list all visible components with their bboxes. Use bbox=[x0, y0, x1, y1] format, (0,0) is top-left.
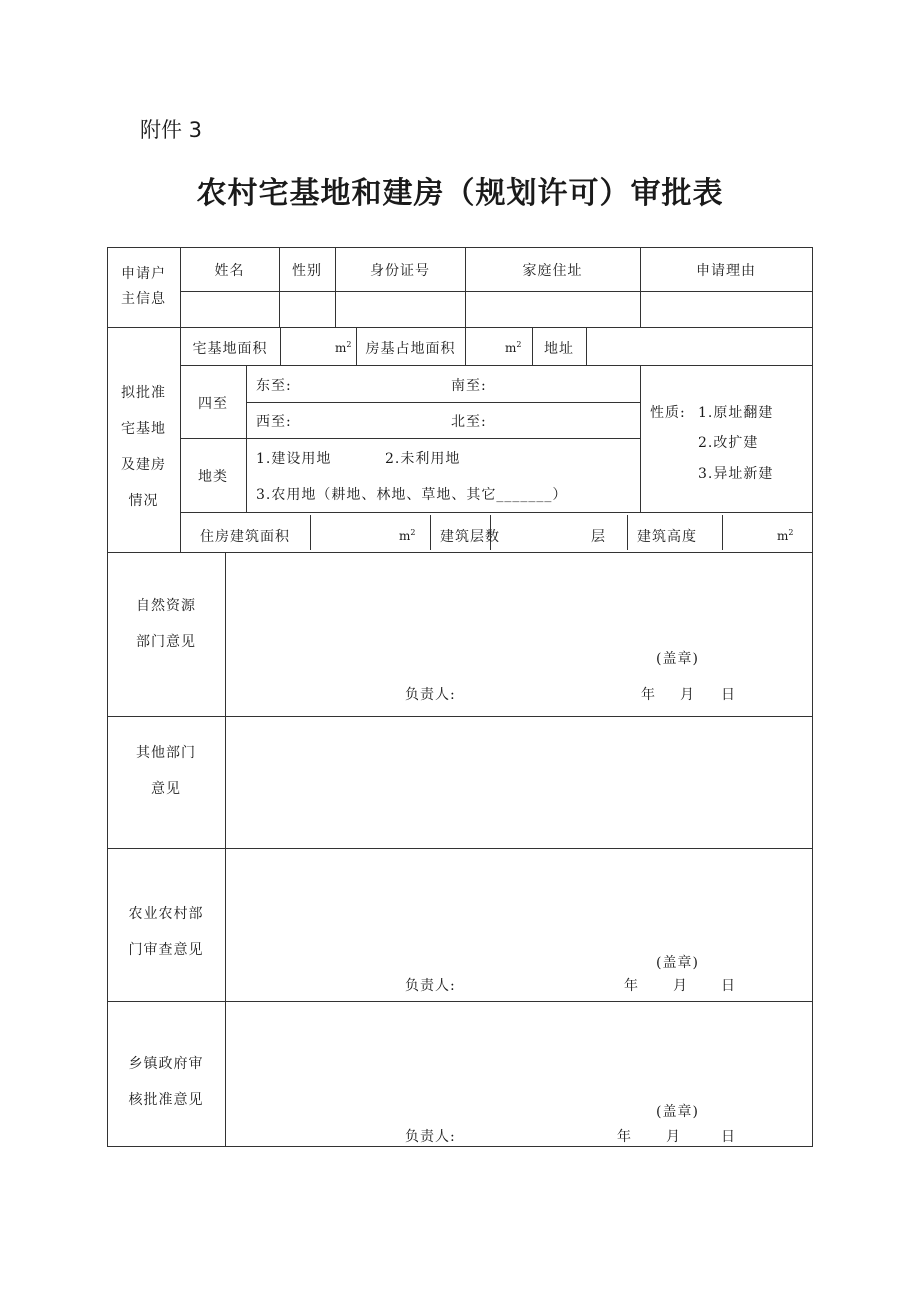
id-number-field[interactable] bbox=[336, 292, 464, 326]
nature-option-new-site[interactable]: 3.异址新建 bbox=[698, 466, 774, 482]
grid-line bbox=[246, 402, 640, 403]
house-footprint-label: 房基占地面积 bbox=[365, 341, 456, 357]
house-footprint-unit bbox=[505, 340, 521, 355]
month-label: 月 bbox=[673, 978, 688, 994]
nature-label: 性质: bbox=[650, 405, 686, 421]
east-boundary-label[interactable]: 东至: bbox=[256, 378, 292, 394]
land-type-option-agricultural[interactable]: 3.农用地（耕地、林地、草地、其它_______） bbox=[256, 487, 568, 503]
table-border-bottom bbox=[107, 1146, 813, 1147]
west-boundary-label[interactable]: 西至: bbox=[256, 414, 292, 430]
grid-line bbox=[180, 438, 640, 439]
col-header-home-address: 家庭住址 bbox=[522, 263, 583, 279]
township-opinion-field[interactable] bbox=[226, 1002, 811, 1092]
responsible-person-label: 负责人: bbox=[405, 978, 456, 994]
attachment-label: 附件 3 bbox=[140, 118, 203, 142]
township-label bbox=[107, 1046, 225, 1118]
col-header-reason: 申请理由 bbox=[696, 263, 756, 279]
grid-line bbox=[180, 365, 812, 366]
label-line: 核批准意见 bbox=[128, 1092, 204, 1108]
building-area-field[interactable] bbox=[311, 513, 391, 551]
label-line: 及建房 bbox=[121, 457, 166, 473]
homestead-area-label: 宅基地面积 bbox=[192, 341, 268, 357]
natural-resources-opinion-field[interactable] bbox=[226, 553, 811, 643]
unit-text: m bbox=[505, 341, 517, 355]
month-label: 月 bbox=[680, 687, 695, 703]
nature-option-expand[interactable]: 2.改扩建 bbox=[698, 435, 759, 451]
seal-label: (盖章) bbox=[656, 1104, 699, 1120]
homestead-section-label bbox=[107, 375, 180, 519]
seal-label: (盖章) bbox=[656, 651, 699, 667]
homestead-area-unit bbox=[335, 340, 351, 355]
label-line: 主信息 bbox=[121, 291, 166, 307]
building-area-label: 住房建筑面积 bbox=[200, 529, 290, 545]
col-header-gender: 性别 bbox=[292, 263, 322, 279]
agriculture-opinion-field[interactable] bbox=[226, 849, 811, 939]
height-field[interactable] bbox=[723, 513, 773, 551]
home-address-field[interactable] bbox=[466, 292, 639, 326]
day-label: 日 bbox=[721, 687, 736, 703]
unit-sup: 2 bbox=[346, 340, 352, 349]
day-label: 日 bbox=[721, 1129, 736, 1145]
height-label: 建筑高度 bbox=[637, 529, 697, 545]
reason-field[interactable] bbox=[641, 292, 811, 326]
year-label: 年 bbox=[624, 978, 639, 994]
agriculture-label bbox=[107, 896, 225, 968]
grid-line bbox=[627, 515, 628, 550]
unit-text: m bbox=[399, 529, 411, 543]
label-line: 宅基地 bbox=[121, 421, 166, 437]
table-border-top bbox=[107, 247, 813, 248]
unit-sup: 2 bbox=[788, 528, 794, 537]
address-field[interactable] bbox=[587, 328, 811, 364]
year-label: 年 bbox=[641, 687, 656, 703]
boundaries-label: 四至 bbox=[198, 396, 228, 412]
year-label: 年 bbox=[617, 1129, 632, 1145]
homestead-area-field[interactable] bbox=[281, 328, 341, 364]
name-field[interactable] bbox=[181, 292, 278, 326]
col-header-name: 姓名 bbox=[214, 263, 245, 279]
label-line: 意见 bbox=[151, 781, 181, 797]
label-line: 部门意见 bbox=[136, 634, 196, 650]
floors-unit: 层 bbox=[591, 529, 606, 545]
unit-sup: 2 bbox=[516, 340, 522, 349]
nature-option-rebuild[interactable]: 1.原址翻建 bbox=[698, 405, 774, 421]
label-line: 自然资源 bbox=[136, 598, 196, 614]
applicant-section-label bbox=[107, 262, 180, 312]
label-line: 拟批准 bbox=[121, 385, 166, 401]
height-unit bbox=[777, 528, 793, 543]
south-boundary-label[interactable]: 南至: bbox=[451, 378, 487, 394]
north-boundary-label[interactable]: 北至: bbox=[451, 414, 487, 430]
label-line: 乡镇政府审 bbox=[128, 1056, 204, 1072]
land-type-option-construction[interactable]: 1.建设用地 bbox=[256, 451, 332, 467]
responsible-person-label: 负责人: bbox=[405, 687, 456, 703]
natural-resources-label bbox=[107, 588, 225, 660]
seal-label: (盖章) bbox=[656, 955, 699, 971]
label-line: 其他部门 bbox=[136, 745, 196, 761]
label-line: 申请户 bbox=[121, 266, 166, 282]
land-type-label: 地类 bbox=[198, 469, 228, 485]
col-header-id-number: 身份证号 bbox=[370, 263, 430, 279]
responsible-person-label: 负责人: bbox=[405, 1129, 456, 1145]
address-label: 地址 bbox=[544, 341, 574, 357]
house-footprint-field[interactable] bbox=[466, 328, 502, 364]
label-line: 农业农村部 bbox=[128, 906, 204, 922]
page-title: 农村宅基地和建房（规划许可）审批表 bbox=[196, 176, 724, 211]
other-departments-opinion-field[interactable] bbox=[226, 717, 811, 847]
gender-field[interactable] bbox=[280, 292, 334, 326]
label-line: 门审查意见 bbox=[128, 942, 204, 958]
unit-text: m bbox=[777, 529, 789, 543]
floors-field[interactable] bbox=[491, 513, 581, 551]
unit-text: m bbox=[335, 341, 347, 355]
unit-sup: 2 bbox=[410, 528, 416, 537]
other-departments-label bbox=[107, 735, 225, 807]
day-label: 日 bbox=[721, 978, 736, 994]
grid-line bbox=[640, 365, 641, 512]
land-type-option-unused[interactable]: 2.未利用地 bbox=[385, 451, 461, 467]
floors-label: 建筑层数 bbox=[440, 529, 500, 545]
grid-line bbox=[430, 515, 431, 550]
label-line: 情况 bbox=[128, 493, 159, 509]
building-area-unit bbox=[399, 528, 415, 543]
month-label: 月 bbox=[666, 1129, 681, 1145]
table-border-right bbox=[812, 247, 813, 1147]
